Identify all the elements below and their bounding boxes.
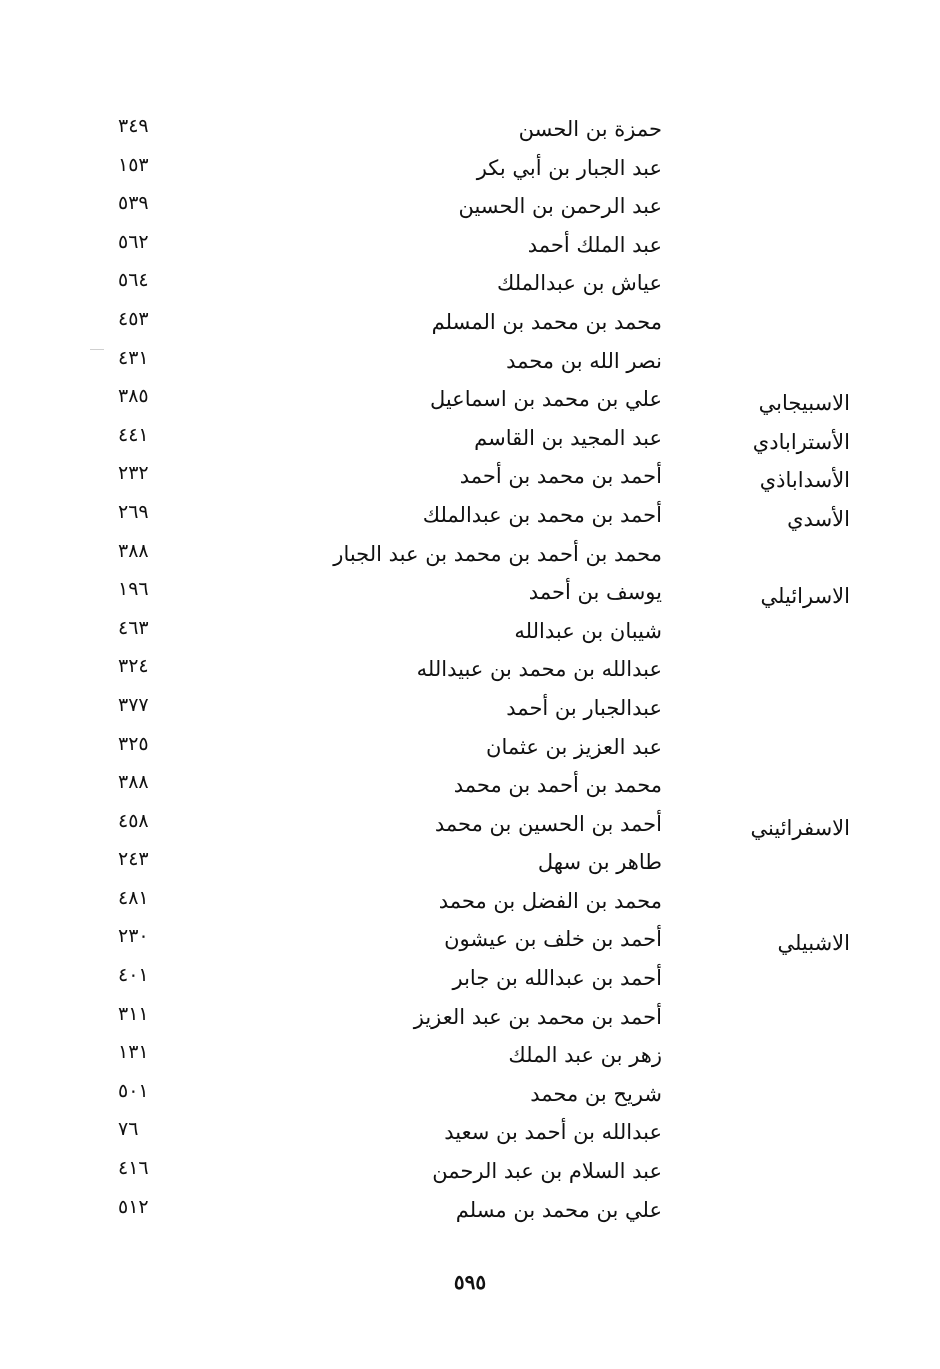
index-row <box>0 343 940 382</box>
page-reference: ٣٨٨ <box>118 771 149 794</box>
page-reference: ٢٣٢ <box>118 462 149 485</box>
person-name: عبدالجبار بن أحمد <box>506 695 662 720</box>
person-name: أحمد بن محمد بن عبد العزيز <box>413 1004 662 1029</box>
page-reference: ٤٠١ <box>118 964 149 987</box>
index-row <box>0 1153 940 1192</box>
person-name: يوسف بن أحمد <box>528 580 662 605</box>
page-reference: ٥٣٩ <box>118 192 149 215</box>
index-row <box>0 806 940 845</box>
page-number: ٥٩٥ <box>453 1270 487 1294</box>
index-row <box>0 304 940 343</box>
index-row <box>0 536 940 575</box>
index-row <box>0 883 940 922</box>
person-name: أحمد بن محمد بن عبدالملك <box>422 502 662 527</box>
page-reference: ٥٠١ <box>118 1079 149 1102</box>
page-reference: ٣١١ <box>118 1002 149 1025</box>
page-reference: ٥٦٢ <box>118 230 149 253</box>
index-row <box>0 458 940 497</box>
person-name: شريح بن محمد <box>530 1081 662 1106</box>
index-row <box>0 999 940 1038</box>
page-reference: ٤٦٣ <box>118 616 149 639</box>
person-name: علي بن محمد بن مسلم <box>455 1197 662 1222</box>
index-row <box>0 574 940 613</box>
index-row <box>0 111 940 150</box>
person-name: نصر الله بن محمد <box>506 348 662 373</box>
person-name: حمزة بن الحسن <box>518 117 662 141</box>
person-name: عبد الرحمن بن الحسين <box>458 194 662 219</box>
nisba-label: الأسداباذي <box>759 468 850 493</box>
page-reference: ٤٤١ <box>118 423 149 446</box>
index-row <box>0 381 940 420</box>
person-name: أحمد بن عبدالله بن جابر <box>452 966 662 991</box>
page-reference: ٣٨٥ <box>118 385 149 408</box>
index-row <box>0 188 940 227</box>
index-row <box>0 150 940 189</box>
index-entries <box>0 111 940 1230</box>
index-row <box>0 265 940 304</box>
nisba-label: الاسرائيلي <box>760 584 850 609</box>
person-name: عياش بن عبدالملك <box>497 271 662 296</box>
person-name: عبدالله بن أحمد بن سعيد <box>444 1120 662 1145</box>
index-row <box>0 420 940 459</box>
index-row <box>0 690 940 729</box>
person-name: عبد الملك أحمد <box>527 232 662 257</box>
person-name: محمد بن أحمد بن محمد <box>453 773 662 798</box>
person-name: محمد بن الفضل بن محمد <box>438 888 662 913</box>
page-reference: ١٩٦ <box>118 578 149 601</box>
page-reference: ٣٤٩ <box>118 115 149 137</box>
index-row <box>0 921 940 960</box>
page-reference: ١٥٣ <box>118 153 149 176</box>
index-row <box>0 960 940 999</box>
index-row <box>0 613 940 652</box>
page-reference: ٢٦٩ <box>118 500 149 523</box>
page-reference: ١٣١ <box>118 1041 149 1064</box>
person-name: طاهر بن سهل <box>537 850 662 875</box>
person-name: أحمد بن محمد بن أحمد <box>459 464 662 489</box>
person-name: عبد العزيز بن عثمان <box>486 734 662 759</box>
index-row <box>0 1076 940 1115</box>
page-reference: ٥٦٤ <box>118 269 149 292</box>
page-reference: ٤٣١ <box>118 346 149 369</box>
person-name: محمد بن أحمد بن محمد بن عبد الجبار <box>333 541 662 566</box>
nisba-label: الأسترابادي <box>752 429 850 454</box>
page-reference: ٤٥٨ <box>118 809 149 832</box>
person-name: عبد السلام بن عبد الرحمن <box>432 1159 662 1184</box>
page-reference: ٣٢٥ <box>118 732 149 755</box>
page-reference: ٣٧٧ <box>118 693 149 716</box>
index-row <box>0 1192 940 1231</box>
index-row <box>0 844 940 883</box>
person-name: محمد بن محمد بن المسلم <box>431 309 662 334</box>
page-reference: ٥١٢ <box>118 1195 149 1218</box>
page-reference: ٤٥٣ <box>118 307 149 330</box>
page-reference: ٧٦ <box>118 1118 139 1141</box>
person-name: زهر بن عبد الملك <box>508 1043 662 1068</box>
page-reference: ٤٨١ <box>118 886 149 909</box>
index-row <box>0 1114 940 1153</box>
person-name: عبد الجبار بن أبي بكر <box>476 155 662 180</box>
person-name: أحمد بن خلف بن عيشون <box>444 927 662 952</box>
person-name: شيبان بن عبدالله <box>514 618 662 643</box>
page-reference: ٢٤٣ <box>118 848 149 871</box>
index-row <box>0 227 940 266</box>
index-row <box>0 1037 940 1076</box>
person-name: عبد المجيد بن القاسم <box>474 425 662 450</box>
index-row <box>0 651 940 690</box>
person-name: أحمد بن الحسين بن محمد <box>434 811 662 836</box>
page-reference: ٣٢٤ <box>118 655 149 678</box>
nisba-label: الاسفرائيني <box>750 815 850 840</box>
person-name: علي بن محمد بن اسماعيل <box>429 387 662 412</box>
nisba-label: الاشبيلي <box>777 931 850 956</box>
page-reference: ٤١٦ <box>118 1157 149 1180</box>
index-row <box>0 729 940 768</box>
index-row <box>0 767 940 806</box>
person-name: عبدالله بن محمد بن عبيدالله <box>416 657 662 682</box>
nisba-label: الأسدي <box>787 506 850 531</box>
index-row <box>0 497 940 536</box>
page-reference: ٢٣٠ <box>118 925 149 948</box>
nisba-label: الاسبيجابي <box>758 391 850 416</box>
page-reference: ٣٨٨ <box>118 539 149 562</box>
